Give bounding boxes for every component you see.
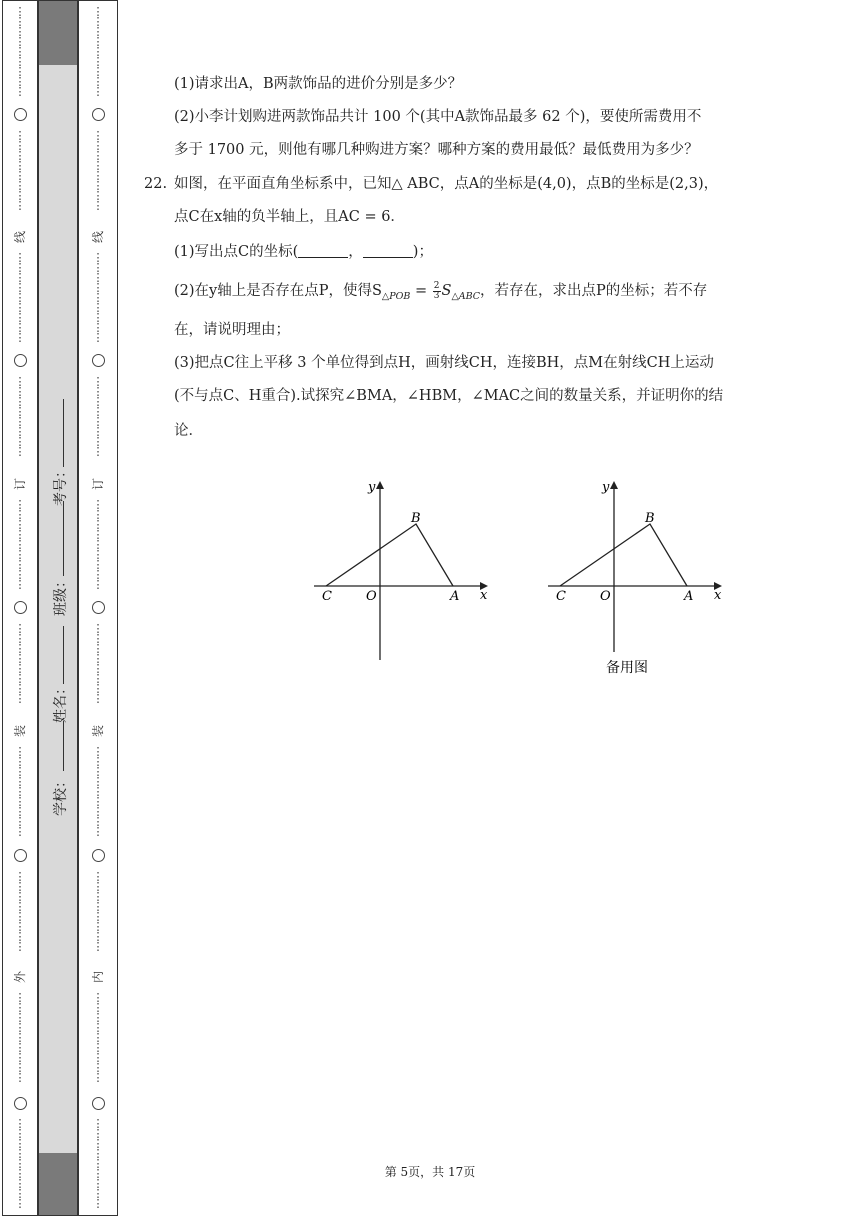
- seal-circle: [14, 1097, 27, 1110]
- student-info-strip: [38, 0, 78, 1216]
- dot-leader: ⋮ ⋮ ⋮ ⋮ ⋮ ⋮ ⋮ ⋮ ⋮: [14, 251, 26, 344]
- q22-part1-suffix: )；: [412, 244, 433, 260]
- seal-circle: [14, 108, 27, 121]
- seal-char-zhuang: 装: [91, 725, 105, 738]
- dot-leader: ⋮ ⋮ ⋮ ⋮ ⋮ ⋮ ⋮ ⋮: [92, 129, 104, 212]
- q22-part3-line3: 论．: [174, 423, 203, 439]
- point-c-label: C: [556, 589, 566, 604]
- dot-leader: ⋮ ⋮ ⋮ ⋮ ⋮ ⋮ ⋮ ⋮ ⋮: [14, 745, 26, 838]
- dot-leader: ⋮ ⋮ ⋮ ⋮ ⋮ ⋮ ⋮ ⋮ ⋮: [92, 1117, 104, 1210]
- answer-blank-x[interactable]: [298, 243, 348, 258]
- q22-part2-b: ，若存在，求出点P的坐标；若不存: [480, 283, 708, 299]
- answer-blank-y[interactable]: [363, 243, 413, 258]
- dot-leader: ⋮ ⋮ ⋮ ⋮ ⋮ ⋮ ⋮ ⋮ ⋮: [14, 1117, 26, 1210]
- seal-circle: [14, 601, 27, 614]
- page-footer: 第 5页，共 17页: [384, 1165, 476, 1179]
- class-label: 班级：: [53, 574, 69, 616]
- q22-part1-prefix: (1)写出点C的坐标(: [174, 244, 299, 260]
- dot-leader: ⋮ ⋮ ⋮ ⋮ ⋮ ⋮ ⋮ ⋮ ⋮: [14, 991, 26, 1084]
- dot-leader: ⋮ ⋮ ⋮ ⋮ ⋮ ⋮ ⋮ ⋮ ⋮: [92, 251, 104, 344]
- point-a-label: A: [450, 589, 460, 604]
- origin-label: O: [366, 589, 377, 604]
- exam-number-blank: [63, 399, 64, 467]
- point-c-label: C: [322, 589, 332, 604]
- q22-part2-sub1: △POB: [381, 291, 411, 302]
- q21-part2-line2: 多于 1700 元，则他有哪几种购进方案？哪种方案的费用最低？最低费用为多少？: [174, 142, 699, 158]
- q22-part2-sub2: △ABC: [451, 291, 481, 302]
- dot-leader: ⋮ ⋮ ⋮ ⋮ ⋮ ⋮ ⋮ ⋮ ⋮: [14, 5, 26, 98]
- dot-leader: ⋮ ⋮ ⋮ ⋮ ⋮ ⋮ ⋮ ⋮: [92, 622, 104, 705]
- seal-char-wai: 外: [13, 971, 27, 984]
- strip-header-block: [39, 1, 77, 65]
- y-axis-label: y: [368, 480, 376, 495]
- exam-number-label: 考号：: [53, 464, 69, 506]
- dot-leader: ⋮ ⋮ ⋮ ⋮ ⋮ ⋮ ⋮ ⋮ ⋮: [14, 498, 26, 591]
- q22-part2-s2: S: [441, 283, 452, 299]
- seal-char-zhuang: 装: [13, 725, 27, 738]
- seal-char-line: 线: [91, 231, 105, 244]
- school-label: 学校：: [53, 774, 69, 816]
- q21-part1: (1)请求出A，B两款饰品的进价分别是多少？: [174, 76, 463, 92]
- triangle-abc: [326, 524, 453, 586]
- q22-part3-line1: (3)把点C往上平移 3 个单位得到点H，画射线CH，连接BH，点M在射线CH上运动: [174, 355, 714, 371]
- q22-part1: [174, 242, 433, 262]
- q22-part3-line2: (不与点C、H重合).试探究∠BMA，∠HBM，∠MAC之间的数量关系，并证明你的结: [174, 388, 724, 404]
- fraction-denominator: 3: [433, 290, 440, 301]
- dot-leader: ⋮ ⋮ ⋮ ⋮ ⋮ ⋮ ⋮ ⋮: [14, 129, 26, 212]
- school-blank: [63, 721, 64, 771]
- dot-leader: ⋮ ⋮ ⋮ ⋮ ⋮ ⋮ ⋮ ⋮: [92, 870, 104, 953]
- q22-part2-a: (2)在y轴上是否存在点P，使得S: [174, 283, 382, 299]
- seal-circle: [92, 108, 105, 121]
- dot-leader: ⋮ ⋮ ⋮ ⋮ ⋮ ⋮ ⋮ ⋮: [92, 375, 104, 458]
- y-axis-label: y: [602, 480, 610, 495]
- seal-circle: [92, 601, 105, 614]
- inner-seal-strip: [78, 0, 118, 1216]
- dot-leader: ⋮ ⋮ ⋮ ⋮ ⋮ ⋮ ⋮ ⋮ ⋮: [92, 991, 104, 1084]
- q21-part2-line1: (2)小李计划购进两款饰品共计 100 个(其中A款饰品最多 62 个)，要使所需费用不: [174, 109, 702, 125]
- fraction-numerator: 2: [433, 280, 440, 291]
- name-blank: [63, 626, 64, 684]
- seal-circle: [92, 849, 105, 862]
- seal-circle: [92, 354, 105, 367]
- coordinate-figure-spare: [534, 472, 734, 682]
- seal-circle: [14, 354, 27, 367]
- seal-circle: [92, 1097, 105, 1110]
- dot-leader: ⋮ ⋮ ⋮ ⋮ ⋮ ⋮ ⋮ ⋮: [14, 622, 26, 705]
- coordinate-figure-main: [300, 472, 500, 672]
- seal-char-nei: 内: [91, 971, 105, 984]
- dot-leader: ⋮ ⋮ ⋮ ⋮ ⋮ ⋮ ⋮ ⋮: [14, 375, 26, 458]
- q22-part2-eq: =: [410, 283, 432, 299]
- dot-leader: ⋮ ⋮ ⋮ ⋮ ⋮ ⋮ ⋮ ⋮ ⋮: [92, 5, 104, 98]
- name-label: 姓名：: [53, 681, 69, 723]
- q22-part1-sep: ，: [348, 244, 363, 260]
- point-b-label: B: [645, 511, 655, 526]
- triangle-abc: [560, 524, 687, 586]
- dot-leader: ⋮ ⋮ ⋮ ⋮ ⋮ ⋮ ⋮ ⋮: [14, 870, 26, 953]
- point-a-label: A: [684, 589, 694, 604]
- point-b-label: B: [411, 511, 421, 526]
- q22-intro-line1: 如图，在平面直角坐标系中，已知△ ABC，点A的坐标是(4,0)，点B的坐标是(2,3)，: [174, 176, 719, 192]
- q22-number: 22.: [144, 176, 168, 192]
- seal-char-ding: 订: [13, 478, 27, 491]
- class-blank: [63, 501, 64, 576]
- origin-label: O: [600, 589, 611, 604]
- fraction-two-thirds: [433, 282, 441, 301]
- seal-circle: [14, 849, 27, 862]
- q22-part2-line1: [174, 281, 707, 307]
- outer-seal-strip: [2, 0, 38, 1216]
- x-axis-label: x: [480, 588, 488, 603]
- seal-char-ding: 订: [91, 478, 105, 491]
- q22-part2-line2: 在，请说明理由；: [174, 322, 290, 338]
- q22-intro-line2: 点C在x轴的负半轴上，且AC = 6．: [174, 209, 405, 225]
- dot-leader: ⋮ ⋮ ⋮ ⋮ ⋮ ⋮ ⋮ ⋮ ⋮: [92, 745, 104, 838]
- spare-figure-caption: 备用图: [606, 660, 648, 676]
- dot-leader: ⋮ ⋮ ⋮ ⋮ ⋮ ⋮ ⋮ ⋮ ⋮: [92, 498, 104, 591]
- seal-char-line: 线: [13, 231, 27, 244]
- x-axis-label: x: [714, 588, 722, 603]
